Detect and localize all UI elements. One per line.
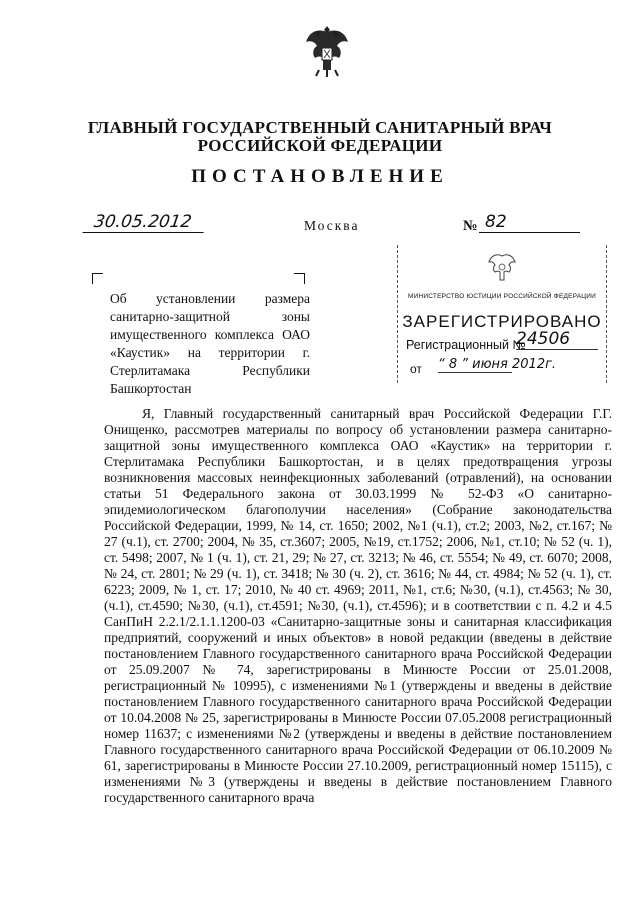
document-city: Москва	[304, 218, 360, 233]
document-type-heading: ПОСТАНОВЛЕНИЕ	[191, 166, 449, 187]
document-date: 30.05.2012	[83, 212, 207, 233]
subject-corner-left	[92, 273, 103, 284]
stamp-date-day: 8	[448, 357, 458, 372]
stamp-date-year: 2012г.	[512, 357, 557, 372]
stamp-from-label: от	[410, 362, 422, 376]
document-body	[104, 406, 612, 806]
stamp-regno-value: 24506	[516, 329, 598, 350]
stamp-registered-text: ЗАРЕГИСТРИРОВАНО	[402, 312, 602, 331]
issuing-authority-title: ГЛАВНЫЙ ГОСУДАРСТВЕННЫЙ САНИТАРНЫЙ ВРАЧ	[87, 118, 553, 137]
registration-stamp	[397, 245, 607, 383]
stamp-regno-label: Регистрационный №	[406, 338, 526, 352]
subject-corner-right	[294, 273, 305, 284]
document-subject: Об установлении размера санитарно-защитной зоны имущественного комплекса ОАО «Каустик» на территории г. Стерлитамака Республики Башкортостан	[110, 291, 310, 396]
document-number-label: №	[463, 218, 478, 234]
stamp-ministry-name: МИНИСТЕРСТВО ЮСТИЦИИ РОССИЙСКОЙ ФЕДЕРАЦИИ	[407, 293, 597, 300]
coat-of-arms-emblem	[303, 22, 351, 80]
body-paragraph: Я, Главный государственный санитарный врач Российской Федерации Г.Г. Онищенко, рассмотрев материалы по вопросу об установлении размера санитарно-защитной зоны имущественного комплекса ОАО «Каустик» на территории г. Стерлитамака Республики Башкортостан, и в целях предотвращения угрозы возникновения массовых неинфекционных заболеваний (отравлений), на основании статьи 51 Федерального закона от 30.03.1999 № 52-ФЗ «О санитарно-эпидемиологическом благополучии населения» (Собрание законодательства Российской Федерации, 1999, № 14, ст. 1650; 2002, №1 (ч.1), ст.2; 2003, №2, ст.167; № 27 (ч.1), ст. 2700; 2004, № 35, ст.3607; 2005, №19, ст.1752; 2006, №1, ст.10; № 52 (ч. 1), ст. 5498; 2007, № 1 (ч. 1), ст. 21, 29; № 27, ст. 3213; № 46, ст. 5554; № 49, ст. 6070; 2008, № 24, ст. 2801; № 29 (ч. 1), ст. 3418; № 30 (ч. 2), ст. 3616; № 44, ст. 4984; № 52 (ч. 1), ст. 6223; 2009, № 1, ст. 17; 2010, № 40 ст. 4969; 2011, №1, ст.6; №30, (ч.1), ст.4563; № 30, (ч.1), ст.4590; №30, (ч.1), ст.4591; №30, (ч.1), ст.4596); и в соответствии с п. 4.2 и 4.5 СанПиН 2.2.1/2.1.1.1200-03 «Санитарно-защитные зоны и санитарная классификация предприятий, сооружений и иных объектов» в новой редакции (введены в действие постановлением Главного государственного санитарного врача Российской Федерации от 25.09.2007 № 74, зарегистрированы в Минюсте России от 25.01.2008, регистрационный № 10995), с изменениями №1 (утверждены и введены в действие постановлением Главного государственного санитарного врача Российской Федерации от 10.04.2008 № 25, зарегистрированы в Минюсте России 07.05.2008 регистрационный номер 11637; с изменениями №2 (утверждены и введены в действие постановлением Главного государственного санитарного врача Российской Федерации от 06.10.2009 № 61, зарегистрированы в Минюсте России 27.10.2009, регистрационный номер 15115), с изменениями №3 (утверждены и введены в действие постановлением Главного государственного санитарного врача	[104, 406, 612, 805]
issuing-authority-country: РОССИЙСКОЙ ФЕДЕРАЦИИ	[197, 136, 443, 155]
stamp-registration-date: “ 8 ” июня 2012г.	[438, 357, 557, 372]
stamp-emblem-icon	[486, 250, 518, 286]
stamp-date-month: июня	[472, 357, 508, 372]
document-number: 82	[479, 212, 580, 233]
